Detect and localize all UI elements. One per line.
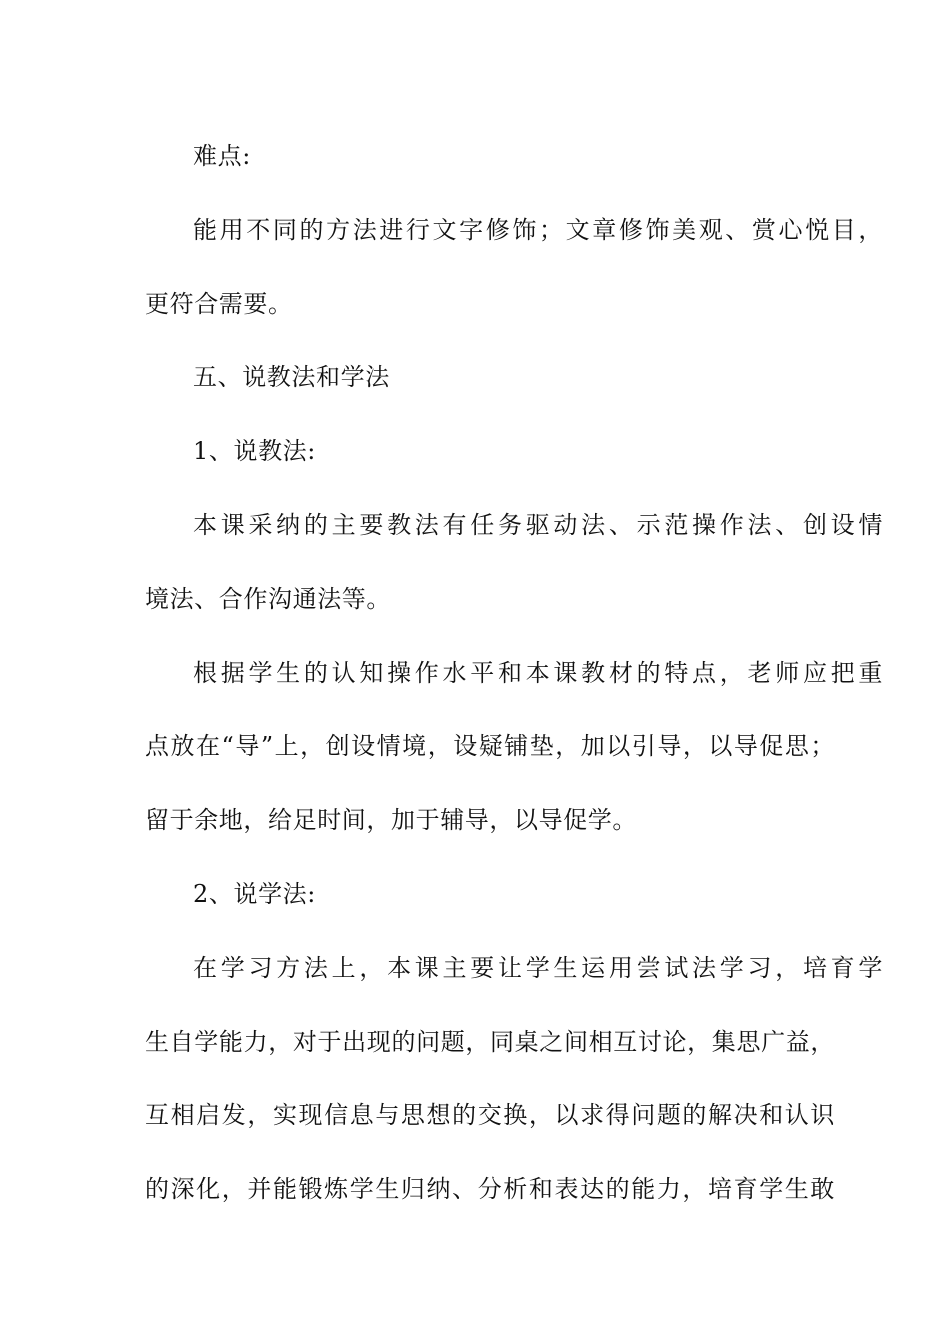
paragraph-line: 更符合需要。 [145, 289, 293, 318]
section-heading: 五、说教法和学法 [193, 363, 390, 392]
paragraph-line: 互相启发，实现信息与思想的交换，以求得问题的解决和认识 [145, 1101, 835, 1130]
heading-difficulty: 难点: [193, 142, 251, 170]
paragraph-line: 根据学生的认知操作水平和本课教材的特点，老师应把重 [193, 658, 883, 687]
paragraph-line: 在学习方法上，本课主要让学生运用尝试法学习，培育学 [193, 953, 883, 982]
document-body [145, 120, 883, 1227]
paragraph-line: 的深化，并能锻炼学生归纳、分析和表达的能力，培育学生敢 [145, 1175, 835, 1204]
paragraph-line: 点放在“导”上，创设情境，设疑铺垫，加以引导，以导促思； [145, 732, 835, 761]
paragraph-line: 留于余地，给足时间，加于辅导，以导促学。 [145, 806, 637, 835]
paragraph-line: 境法、合作沟通法等。 [145, 584, 391, 613]
subsection-heading: 1、说教法: [193, 437, 316, 466]
paragraph-line: 能用不同的方法进行文字修饰；文章修饰美观、赏心悦目， [193, 215, 883, 244]
subsection-heading: 2、说学法: [193, 879, 316, 908]
paragraph-line: 生自学能力，对于出现的问题，同桌之间相互讨论，集思广益， [145, 1027, 835, 1056]
paragraph-line: 本课采纳的主要教法有任务驱动法、示范操作法、创设情 [193, 510, 883, 539]
